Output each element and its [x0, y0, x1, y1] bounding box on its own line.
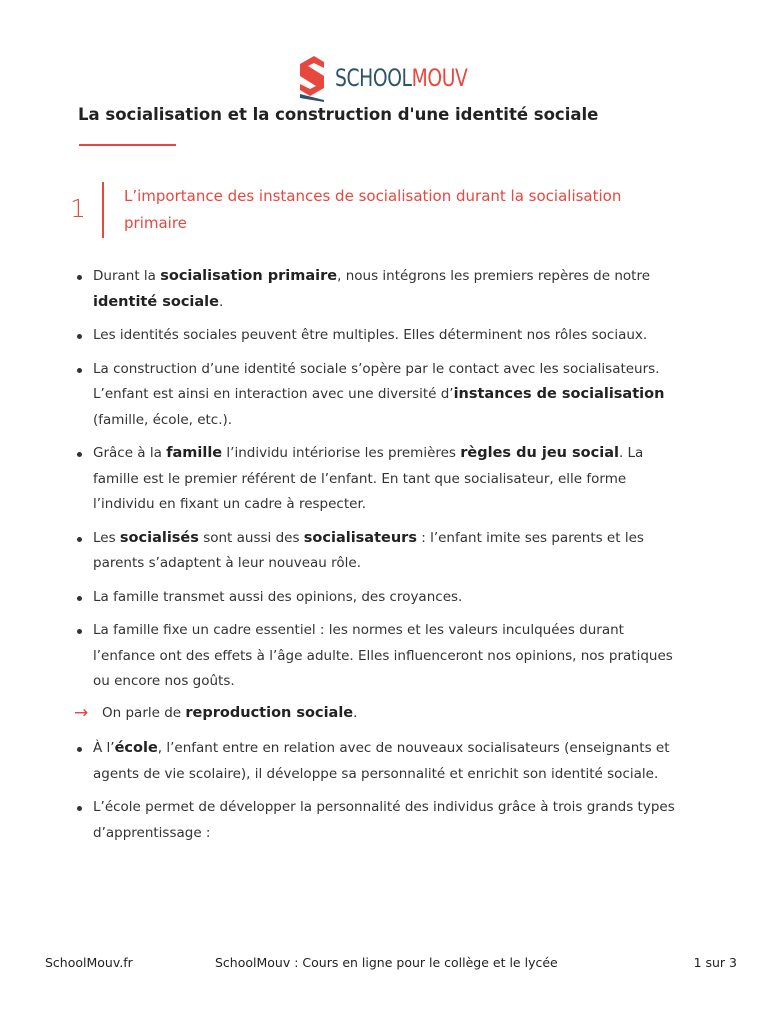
key-term: règles du jeu social — [460, 445, 619, 461]
text-run: . La famille est le premier référent de l’enfant. En tant que socialisateur, elle forme l’individu en fixant un cadre à respecter. — [93, 445, 644, 512]
arrow-right-icon: → — [74, 702, 89, 723]
text-run: . — [218, 293, 224, 310]
bullet-icon — [77, 596, 82, 601]
list-item — [72, 526, 687, 577]
text-run: Les — [93, 529, 120, 546]
key-term: reproduction sociale — [185, 704, 354, 721]
list-item — [72, 441, 687, 518]
text-run: , nous intégrons les premiers repères de notre — [337, 268, 651, 284]
bullet-icon — [77, 806, 82, 811]
list-item — [72, 795, 687, 846]
text-run: sont aussi des — [198, 529, 304, 546]
text-run: (famille, école, etc.). — [93, 411, 233, 428]
key-term: socialisateurs — [303, 529, 417, 546]
section-number: 1 — [70, 194, 86, 223]
footer-tagline: SchoolMouv : Cours en ligne pour le collège et le lycée — [215, 955, 558, 970]
section-title: L’importance des instances de socialisation durant la socialisation primaire — [124, 187, 622, 232]
bullet-icon — [77, 368, 82, 373]
footer-page-number: 1 sur 3 — [693, 955, 737, 970]
text-run: On parle de — [102, 704, 186, 721]
logo-school-text: SCHOOL — [335, 64, 412, 92]
title-underline — [79, 144, 176, 146]
text-run: À l’ — [93, 740, 115, 756]
text-run: Durant la — [93, 268, 161, 284]
schoolmouv-logo — [298, 54, 505, 102]
key-term: socialisés — [119, 529, 199, 546]
footer-site: SchoolMouv.fr — [45, 955, 133, 970]
bullet-icon — [77, 747, 82, 752]
key-term: socialisation primaire — [160, 268, 338, 284]
text-run: . — [353, 704, 358, 721]
text-run: , l’enfant entre en relation avec de nouveaux socialisateurs (enseignants et agents de vie scolaire), il développe sa personnalité et enrichit son identité sociale. — [93, 740, 670, 782]
text-run: : l’enfant imite ses parents et les parents s’adaptent à leur nouveau rôle. — [93, 529, 644, 571]
bullet-icon — [77, 275, 82, 280]
section-divider — [102, 182, 104, 238]
bullet-icon — [77, 334, 82, 339]
document-title: La socialisation et la construction d'une identité sociale — [78, 105, 599, 124]
key-term: identité sociale — [93, 293, 219, 310]
text-run: La famille fixe un cadre essentiel : les normes et les valeurs inculquées durant l’enfance ont des effets à l’âge adulte. Elles influenceront nos opinions, nos pratiques ou encore nos goûts. — [93, 622, 673, 689]
bullet-icon — [77, 537, 82, 542]
list-item — [72, 736, 687, 787]
list-item — [72, 357, 687, 434]
list-item — [72, 618, 687, 695]
text-run: L’école permet de développer la personnalité des individus grâce à trois grands types d’apprentissage : — [93, 799, 675, 841]
key-term: école — [114, 740, 158, 756]
page-footer — [0, 955, 768, 973]
bullet-list — [72, 264, 687, 846]
key-term: famille — [166, 445, 223, 461]
logo-s-icon — [298, 54, 328, 102]
logo-mouv-text: MOUV — [411, 64, 468, 92]
text-run: Les identités sociales peuvent être multiples. Elles déterminent nos rôles sociaux. — [93, 327, 648, 343]
bullet-icon — [77, 452, 82, 457]
text-run: La famille transmet aussi des opinions, des croyances. — [93, 588, 463, 605]
text-run: La construction d’une identité sociale s’opère par le contact avec les socialisateurs. L’enfant est ainsi en interaction avec une diversité d’ — [93, 360, 660, 402]
bullet-icon — [77, 629, 82, 634]
conclusion-line — [72, 701, 687, 727]
logo-wordmark — [335, 64, 467, 92]
text-run: Grâce à la — [93, 445, 167, 461]
list-item — [72, 585, 687, 611]
list-item — [72, 264, 687, 315]
text-run: l’individu intériorise les premières — [222, 445, 461, 461]
list-item — [72, 323, 687, 349]
section-header — [70, 180, 690, 242]
key-term: instances de socialisation — [453, 386, 665, 402]
